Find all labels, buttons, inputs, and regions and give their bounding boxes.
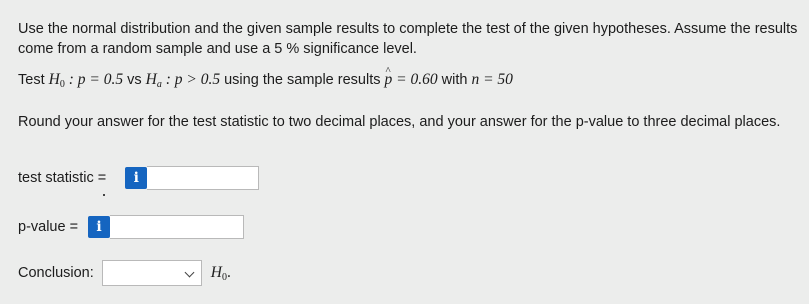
sample-size: n = 50 (471, 71, 513, 88)
info-icon[interactable]: i (125, 167, 147, 189)
p-value-label: p-value = (18, 219, 79, 235)
rounding-instructions: Round your answer for the test statistic to two decimal places, and your answer for the p-value to three decimal places. (18, 114, 781, 130)
sample-proportion: ^ p = 0.60 (385, 71, 438, 88)
using-text: using the sample results (220, 72, 385, 88)
test-prefix: Test (18, 72, 49, 88)
p-value-row (18, 215, 244, 239)
p-value-input[interactable] (110, 215, 244, 239)
with-text: with (437, 72, 472, 88)
info-icon[interactable]: i (88, 216, 110, 238)
decorative-dot (103, 194, 105, 196)
conclusion-label: Conclusion: (18, 265, 94, 281)
conclusion-select[interactable] (102, 260, 202, 286)
test-statistic-row (18, 166, 259, 190)
test-statistic-label: test statistic = (18, 170, 107, 186)
problem-instructions: Use the normal distribution and the given sample results to complete the test of the given hypotheses. Assume the results come from a random sample and use a 5 % significance level. (18, 21, 798, 57)
chevron-down-icon (184, 268, 194, 278)
test-statistic-input[interactable] (147, 166, 259, 190)
vs-text: vs (123, 72, 146, 88)
conclusion-h0: $H_0$. (210, 263, 231, 283)
hypotheses-line (18, 68, 513, 97)
conclusion-row (18, 260, 231, 286)
alternative-hypothesis: $H_a$ : p > 0.5 (145, 71, 221, 90)
null-hypothesis: $H_0$ : p = 0.5 (48, 71, 124, 90)
